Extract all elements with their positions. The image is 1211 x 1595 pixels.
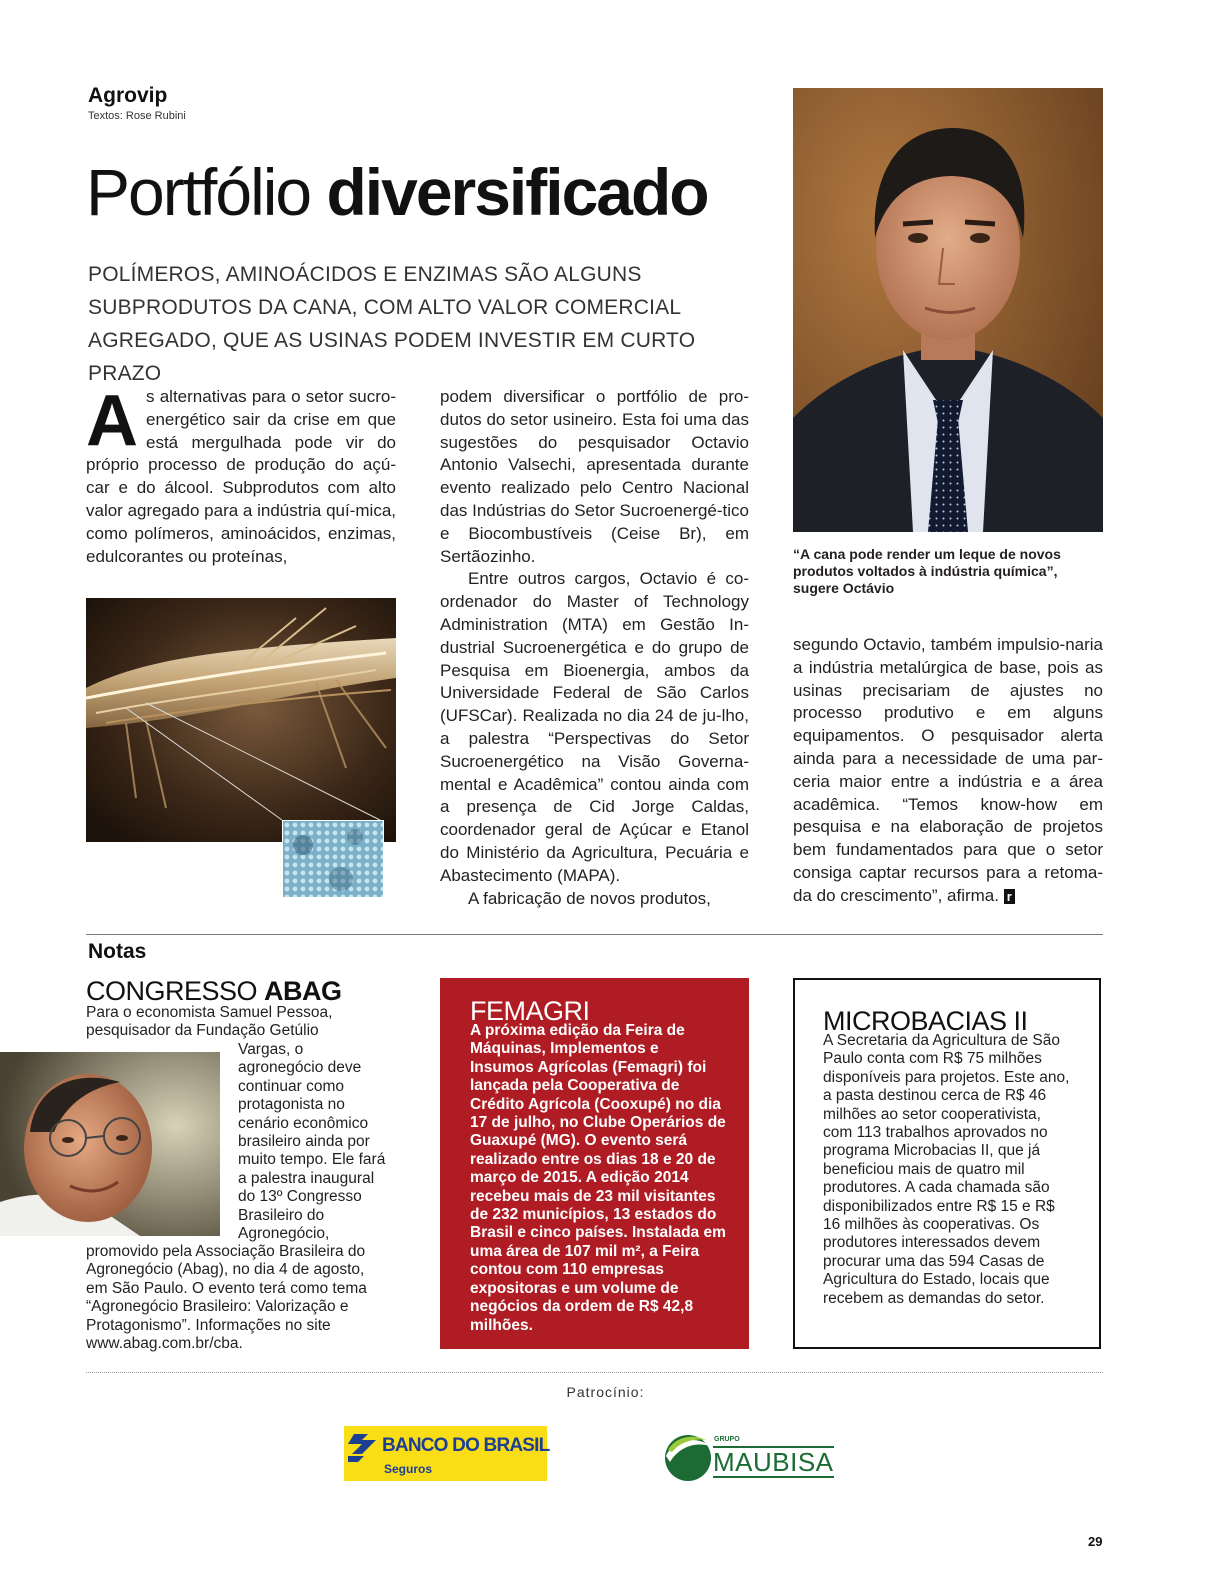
maubisa-group-label: GRUPO bbox=[714, 1436, 740, 1443]
page-number: 29 bbox=[1088, 1534, 1103, 1549]
article-col3-paragraph: segundo Octavio, também impulsio-naria a indústria metalúrgica de base, pois as usinas precisariam de ajustes no processo produtivo e em alguns equipamentos. O pesquisador alerta ainda para a necessidade de uma par-ceria maior entre a indústria e a área acadêmica. “Temos know-how em pesquisa e na elaboração de projetos bem fundamentados para que o setor consiga captar recursos para a retoma-da do crescimento”, afirma. bbox=[793, 635, 1103, 905]
microscope-inset bbox=[282, 820, 384, 898]
maubisa-leaf-icon bbox=[664, 1430, 712, 1482]
banco-do-brasil-logo bbox=[344, 1426, 550, 1481]
samuel-pessoa-photo bbox=[0, 1052, 220, 1236]
bb-sub: Seguros bbox=[384, 1462, 433, 1476]
section-divider bbox=[86, 934, 1103, 935]
abag-text-top: Para o economista Samuel Pessoa, pesquisador da Fundação Getúlio bbox=[86, 1004, 333, 1040]
femagri-heading: FEMAGRI bbox=[470, 996, 590, 1026]
end-mark-icon: r bbox=[1004, 889, 1015, 904]
article-col2-paragraph-3: A fabricação de novos produtos, bbox=[468, 888, 711, 908]
microbacias-text: A Secretaria da Agricultura de São Paulo conta com R$ 75 milhões disponíveis para projetos. Este ano, a pasta destinou cerca de R$ 46 milhões ao setor cooperativista, com 113 trabalhos aprovados no programa Microbacias II, que já beneficiou mais de quatro mil produtores. A cada chamada são disponibilizados entre R$ 15 e R$ 16 milhões às cooperativas. Os produtores interessados devem procurar uma das 594 Casas de Agricultura do Estado, locais que recebem as demandas do setor. bbox=[823, 1032, 1070, 1307]
microbacias-heading: MICROBACIAS II bbox=[823, 1006, 1028, 1036]
section-name: Agrovip bbox=[88, 84, 168, 107]
byline: Textos: Rose Rubini bbox=[88, 110, 186, 122]
sponsor-divider bbox=[86, 1372, 1103, 1373]
sponsor-label: Patrocínio: bbox=[566, 1384, 645, 1400]
headline-bold: diversificado bbox=[326, 155, 708, 229]
sugarcane-fiber-photo bbox=[86, 598, 396, 842]
drop-cap: A bbox=[86, 381, 138, 461]
abag-heading-light: CONGRESSO bbox=[86, 976, 265, 1006]
subhead: POLÍMEROS, AMINOÁCIDOS E ENZIMAS SÃO ALGUNS SUBPRODUTOS DA CANA, COM ALTO VALOR COMERCIAL AGREGADO, QUE AS USINAS PODEM INVESTIR EM CURTO PRAZO bbox=[88, 263, 696, 385]
article-column-1 bbox=[86, 381, 396, 568]
microscope-texture bbox=[283, 821, 383, 897]
article-col2-paragraph-2: Entre outros cargos, Octavio é co-ordenador do Master of Technology Administration (MTA) em Gestão In-dustrial Sucroenergética e do grupo de Pesquisa em Bioenergia, ambos da Universidade Federal de São Carlos (UFSCar). Realizada no dia 24 de ju-lho, a palestra “Perspectivas do Setor Sucroenergético na Visão Governa-mental e Acadêmica” contou ainda com a presença de Cid Jorge Caldas, coordenador geral de Açúcar e Etanol do Ministério da Agricultura, Pecuária e Abastecimento (MAPA). bbox=[440, 569, 749, 885]
portrait-illustration bbox=[793, 88, 1103, 532]
maubisa-name: MAUBISA bbox=[713, 1447, 834, 1477]
headline bbox=[86, 150, 708, 234]
abag-heading-bold: ABAG bbox=[264, 976, 342, 1006]
abag-text-side: Vargas, o agronegócio deve continuar como protagonista no cenário econômico brasileiro ainda por muito tempo. Ele fará a palestra inaugural do 13º Congresso Brasileiro do Agronegócio, bbox=[238, 1041, 386, 1243]
article-column-3 bbox=[793, 634, 1103, 908]
maubisa-logo bbox=[664, 1430, 846, 1482]
abag-heading bbox=[86, 976, 342, 1006]
article-col2-paragraph-1: podem diversificar o portfólio de pro-dutos do setor usineiro. Esta foi uma das sugestões do pesquisador Octavio Antonio Valsechi, apresentada durante evento realizado pelo Centro Nacional das Indústrias do Setor Sucroenergé-tico e Biocombustíveis (Ceise Br), em Sertãozinho. bbox=[440, 387, 750, 566]
femagri-text: A próxima edição da Feira de Máquinas, Implementos e Insumos Agrícolas (Femagri) foi lançada pela Cooperativa de Crédito Agrícola (Cooxupé) no dia 17 de julho, no Clube Operários de Guaxupé (MG). O evento será realizado entre os dias 18 e 20 de março de 2015. A edição 2014 recebeu mais de 23 mil visitantes de 232 municípios, 13 estados do Brasil e cinco países. Instalada em uma área de 107 mil m², a Feira contou com 110 empresas expositoras e um volume de negócios da ordem de R$ 42,8 milhões. bbox=[470, 1022, 726, 1334]
microbacias-box bbox=[793, 978, 1101, 1349]
abag-photo-illustration bbox=[0, 1052, 220, 1236]
bb-name: BANCO DO BRASIL bbox=[382, 1435, 550, 1456]
notes-title: Notas bbox=[88, 940, 147, 963]
abag-text-bottom: promovido pela Associação Brasileira do Agronegócio (Abag), no dia 4 de agosto, em São Paulo. O evento terá como tema “Agronegócio Brasileiro: Valorização e Protagonismo”. Informações no site www.abag.com.br/cba. bbox=[86, 1243, 367, 1353]
octavio-portrait-photo bbox=[793, 88, 1103, 532]
headline-light: Portfólio bbox=[86, 155, 327, 229]
femagri-box bbox=[440, 978, 749, 1349]
article-column-2 bbox=[440, 386, 749, 910]
portrait-caption: “A cana pode render um leque de novos produtos voltados à indústria química”, sugere Octávio bbox=[793, 546, 1061, 596]
fiber-illustration bbox=[86, 598, 396, 842]
article-col1-paragraph: s alternativas para o setor sucro-energético sair da crise em que está mergulhada pode vir do próprio processo de produção do açú-car e do álcool. Subprodutos com alto valor agregado para a indústria quí-mica, como polímeros, aminoácidos, enzimas, edulcorantes ou proteínas, bbox=[86, 387, 396, 566]
